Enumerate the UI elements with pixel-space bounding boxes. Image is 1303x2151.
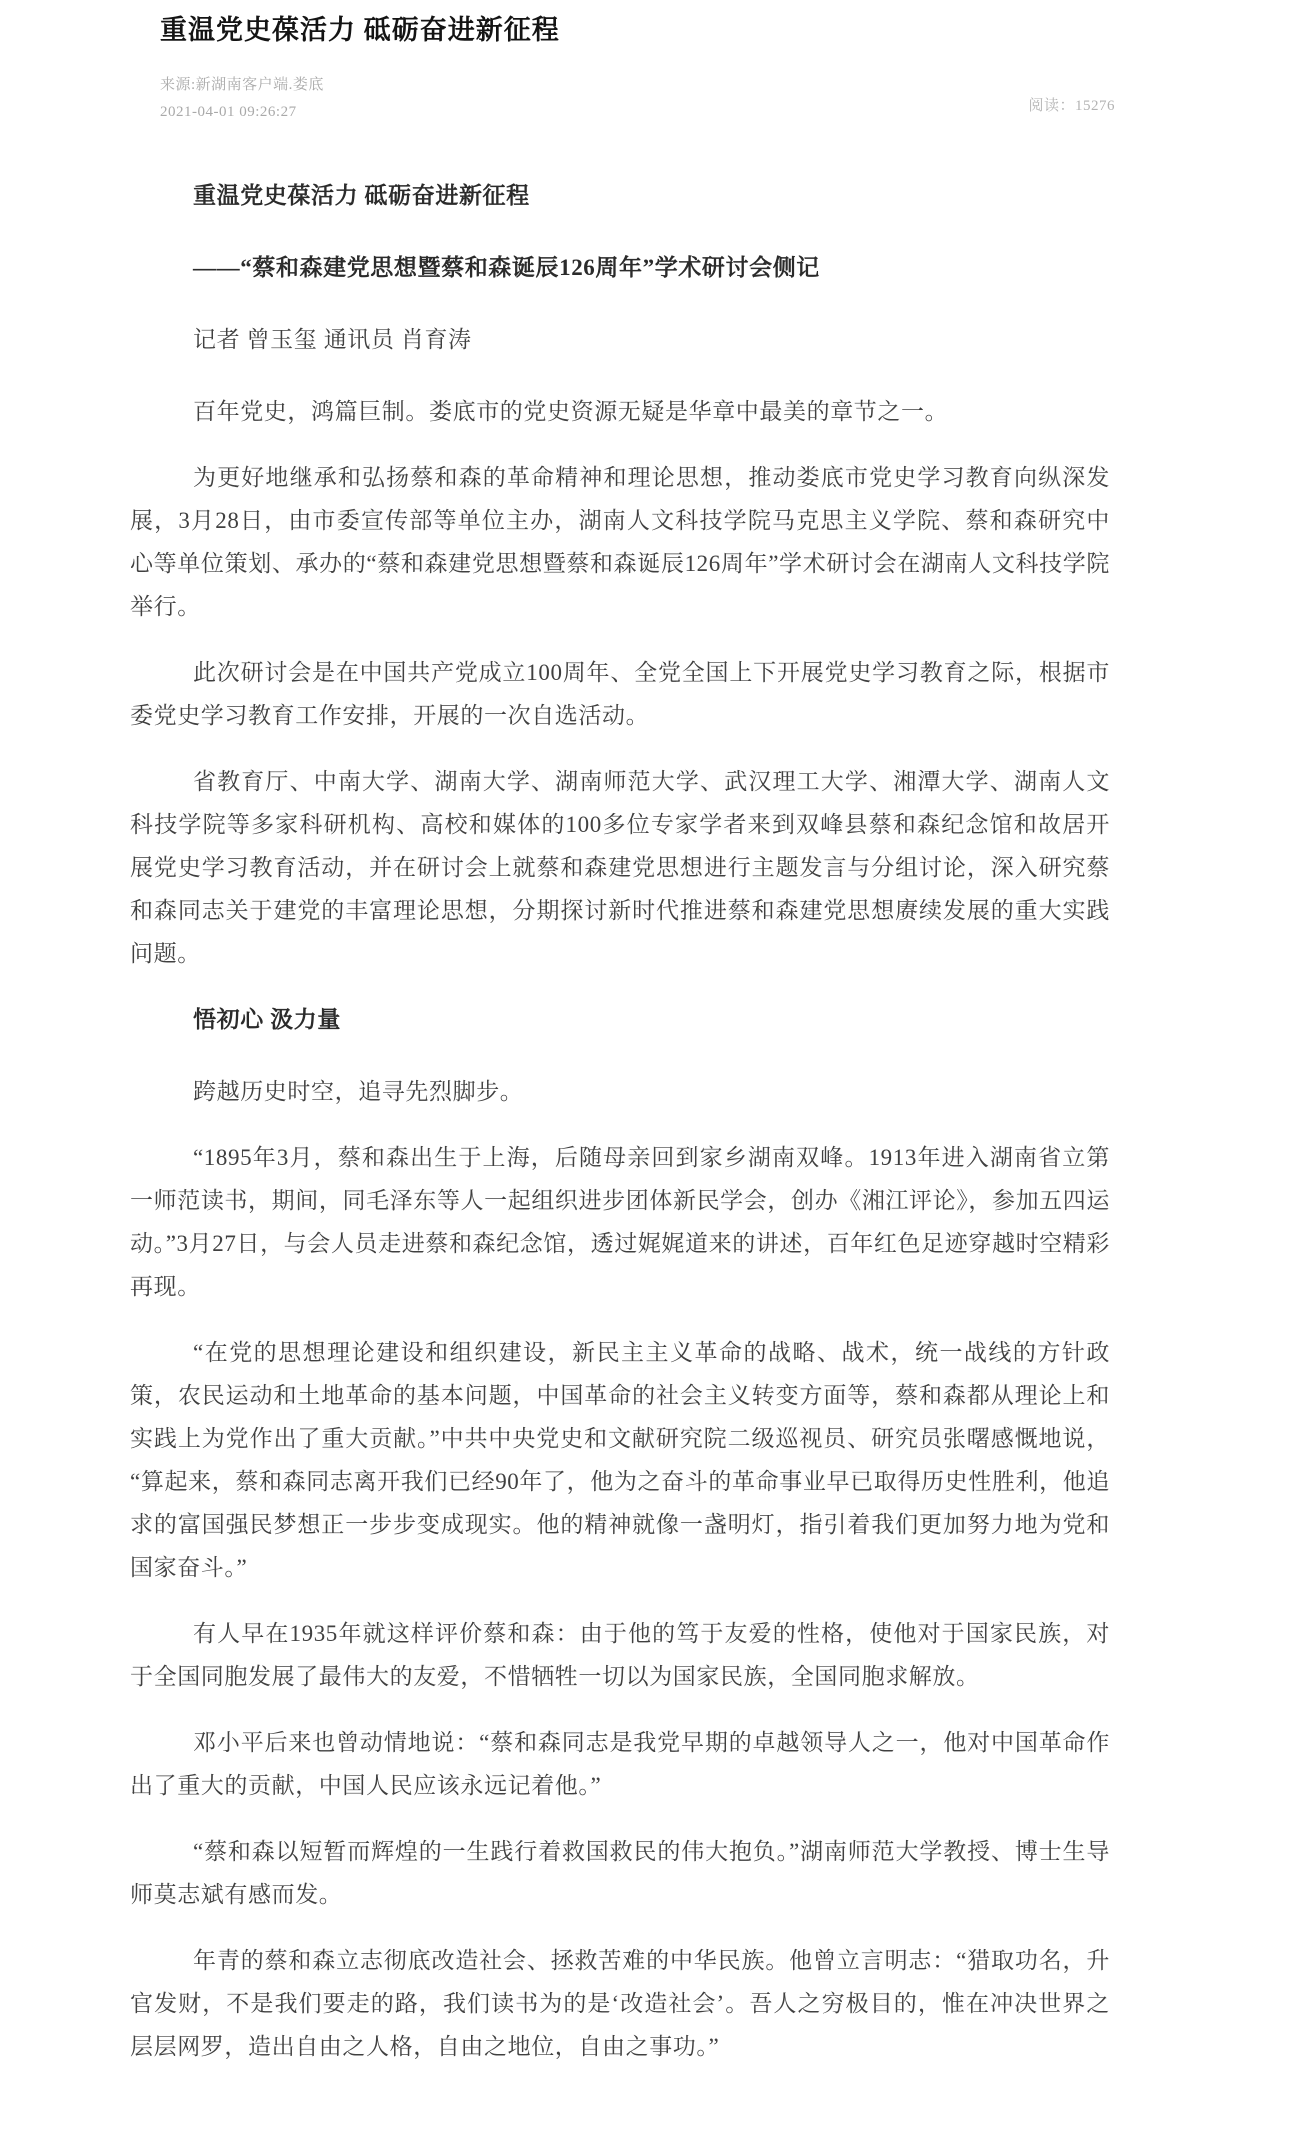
read-count: [1028, 94, 1115, 115]
article-meta: [160, 72, 1115, 126]
article-paragraph: 邓小平后来也曾动情地说：“蔡和森同志是我党早期的卓越领导人之一，他对中国革命作出了重大的贡献，中国人民应该永远记着他。”: [130, 1730, 1110, 1798]
article-paragraph: “在党的思想理论建设和组织建设，新民主主义革命的战略、战术，统一战线的方针政策，农民运动和土地革命的基本问题，中国革命的社会主义转变方面等，蔡和森都从理论上和实践上为党作出了重大贡献。”中共中央党史和文献研究院二级巡视员、研究员张曙感慨地说，“算起来，蔡和森同志离开我们已经90年了，他为之奋斗的革命事业早已取得历史性胜利，他追求的富国强民梦想正一步步变成现实。他的精神就像一盏明灯，指引着我们更加努力地为党和国家奋斗。”: [130, 1340, 1110, 1580]
section-heading: 悟初心 汲力量: [193, 1007, 341, 1032]
article-header: [0, 0, 1303, 126]
article-datetime: 2021-04-01 09:26:27: [160, 104, 297, 120]
article-title-line: 重温党史葆活力 砥砺奋进新征程: [193, 183, 530, 208]
read-count-label: 阅读：: [1028, 98, 1075, 114]
article-paragraph: 为更好地继承和弘扬蔡和森的革命精神和理论思想，推动娄底市党史学习教育向纵深发展，3月28日，由市委宣传部等单位主办，湖南人文科技学院马克思主义学院、蔡和森研究中心等单位策划、承办的“蔡和森建党思想暨蔡和森诞辰126周年”学术研讨会在湖南人文科技学院举行。: [130, 465, 1110, 619]
article-byline: 记者 曾玉玺 通讯员 肖育涛: [193, 327, 472, 352]
article-source: 来源:新湖南客户端.娄底: [160, 77, 324, 93]
article-paragraph: “1895年3月，蔡和森出生于上海，后随母亲回到家乡湖南双峰。1913年进入湖南省立第一师范读书，期间，同毛泽东等人一起组织进步团体新民学会，创办《湘江评论》，参加五四运动。”3月27日，与会人员走进蔡和森纪念馆，透过娓娓道来的讲述，百年红色足迹穿越时空精彩再现。: [130, 1145, 1110, 1299]
page-title: 重温党史葆活力 砥砺奋进新征程: [160, 15, 560, 45]
article-subtitle-line: ——“蔡和森建党思想暨蔡和森诞辰126周年”学术研讨会侧记: [193, 255, 820, 280]
article-body: [0, 126, 1303, 2151]
meta-left: [160, 72, 1115, 126]
article-paragraph: 百年党史，鸿篇巨制。娄底市的党史资源无疑是华章中最美的章节之一。: [193, 399, 949, 424]
article-paragraph: 此次研讨会是在中国共产党成立100周年、全党全国上下开展党史学习教育之际，根据市委党史学习教育工作安排，开展的一次自选活动。: [130, 660, 1110, 728]
article-paragraph: “蔡和森以短暂而辉煌的一生践行着救国救民的伟大抱负。”湖南师范大学教授、博士生导师莫志斌有感而发。: [130, 1839, 1110, 1907]
article-paragraph: 省教育厅、中南大学、湖南大学、湖南师范大学、武汉理工大学、湘潭大学、湖南人文科技学院等多家科研机构、高校和媒体的100多位专家学者来到双峰县蔡和森纪念馆和故居开展党史学习教育活动，并在研讨会上就蔡和森建党思想进行主题发言与分组讨论，深入研究蔡和森同志关于建党的丰富理论思想，分期探讨新时代推进蔡和森建党思想赓续发展的重大实践问题。: [130, 769, 1110, 966]
read-count-value: 15276: [1075, 98, 1115, 114]
article-paragraph: 跨越历史时空，追寻先烈脚步。: [193, 1079, 524, 1104]
article-paragraph: 有人早在1935年就这样评价蔡和森：由于他的笃于友爱的性格，使他对于国家民族，对于全国同胞发展了最伟大的友爱，不惜牺牲一切以为国家民族，全国同胞求解放。: [130, 1621, 1110, 1689]
article-paragraph: 年青的蔡和森立志彻底改造社会、拯救苦难的中华民族。他曾立言明志：“猎取功名，升官发财，不是我们要走的路，我们读书为的是‘改造社会’。吾人之穷极目的，惟在冲决世界之层层网罗，造出自由之人格，自由之地位，自由之事功。”: [130, 1948, 1110, 2059]
